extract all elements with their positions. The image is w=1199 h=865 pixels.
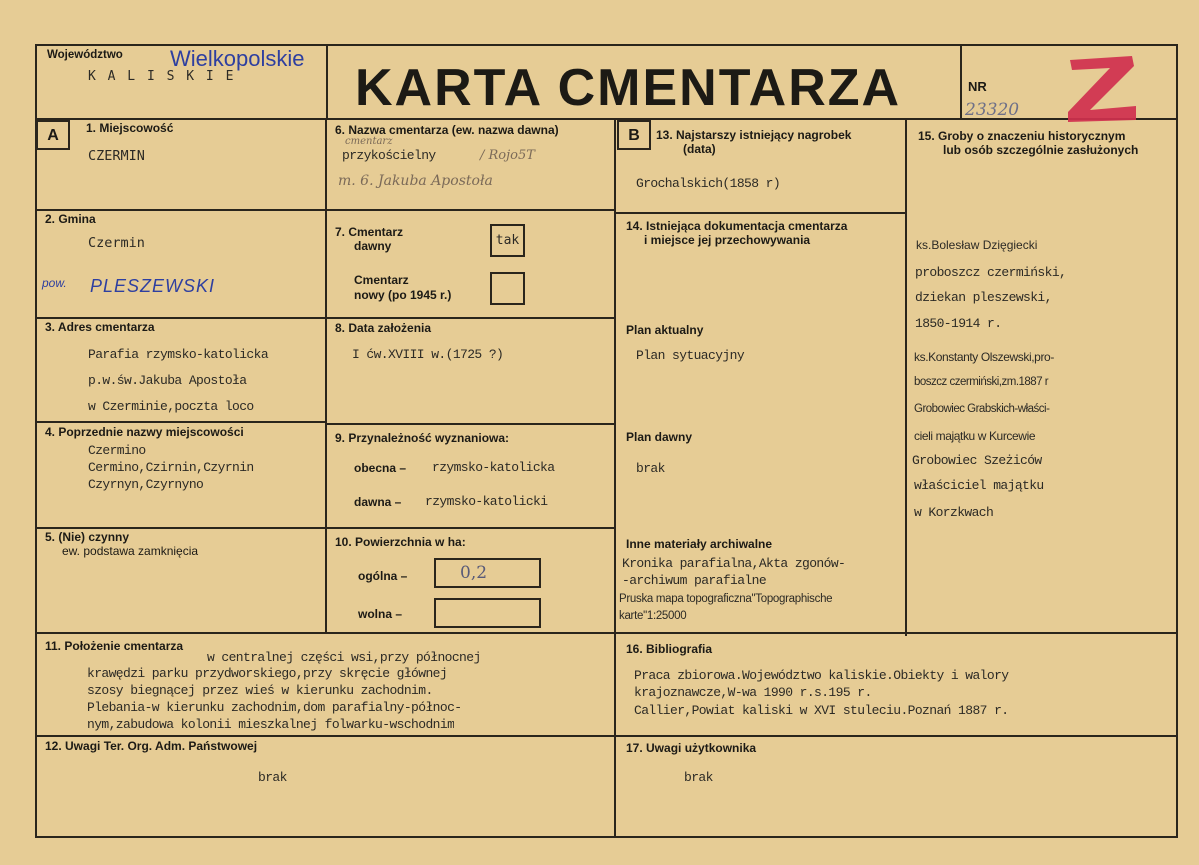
new-cemetery-checkbox [490, 272, 525, 305]
section-b-box: B [617, 120, 651, 150]
founding-date-value: I ćw.XVIII w.(1725 ?) [352, 347, 504, 362]
location-line: krawędzi parku przydworskiego,przy skręcie głównej [87, 666, 448, 681]
county-label: pow. [42, 276, 67, 290]
historic-graves-line: 1850-1914 r. [915, 316, 1002, 331]
bibliography-line: Praca zbiorowa.Województwo kaliskie.Obiekty i walory [634, 668, 1009, 683]
historic-graves-line: Grobowiec Szeżiców [912, 453, 1042, 468]
area-label: 10. Powierzchnia w ha: [335, 535, 466, 549]
denomination-label: 9. Przynależność wyznaniowa: [335, 431, 510, 445]
other-materials-line: -archiwum parafialne [622, 573, 767, 588]
commune-label: 2. Gmina [45, 212, 96, 226]
nr-value: 23320 [965, 100, 1020, 120]
nr-label: NR [968, 79, 987, 94]
address-line: p.w.św.Jakuba Apostoła [88, 373, 247, 388]
documentation-label-2: i miejsce jej przechowywania [644, 233, 811, 247]
oldest-tombstone-value: Grochalskich(1858 r) [636, 176, 781, 191]
denomination-current-value: rzymsko-katolicka [432, 460, 555, 475]
former-names-line: Czyrnyn,Czyrnyno [88, 477, 204, 492]
border-left [35, 44, 37, 838]
h-divider [36, 735, 1178, 737]
col-divider-1 [325, 118, 327, 632]
other-materials-line: Pruska mapa topograficzna"Topographische [619, 593, 833, 605]
h-divider [326, 317, 616, 319]
voivodeship-typed: K A L I S K I E [88, 69, 236, 84]
col-divider-2 [614, 118, 616, 836]
cemetery-name-note-after: / Rojo5T [480, 148, 535, 163]
old-cemetery-label-2: dawny [354, 239, 392, 253]
historic-graves-line: ks.Konstanty Olszewski,pro- [914, 350, 1054, 364]
location-line: w centralnej części wsi,przy północnej [207, 650, 481, 665]
voivodeship-label: Województwo [47, 49, 123, 61]
documentation-label: 14. Istniejąca dokumentacja cmentarza [626, 219, 848, 233]
historic-graves-line: boszcz czermiński,zm.1887 r [914, 376, 1049, 388]
h-divider [36, 527, 616, 529]
other-materials-line: karte"1:25000 [619, 610, 687, 622]
oldest-tombstone-label: 13. Najstarszy istniejący nagrobek [656, 128, 852, 142]
other-materials-label: Inne materiały archiwalne [626, 537, 773, 551]
former-names-line: Czermino [88, 443, 146, 458]
cemetery-name-value: przykościelny [342, 148, 436, 163]
locality-label: 1. Miejscowość [86, 121, 174, 135]
area-free-box [434, 598, 541, 628]
area-total-label: ogólna – [358, 569, 408, 583]
admin-notes-label: 12. Uwagi Ter. Org. Adm. Państwowej [45, 739, 258, 753]
cemetery-name-note-above: cmentarz [345, 136, 393, 147]
h-divider [36, 209, 616, 211]
commune-value: Czermin [88, 235, 145, 251]
bibliography-line: Callier,Powiat kaliski w XVI stuleciu.Poznań 1887 r. [634, 703, 1009, 718]
col-divider-3 [905, 118, 907, 636]
h-divider [36, 317, 326, 319]
historic-graves-line: Grobowiec Grabskich-właści- [914, 403, 1050, 415]
area-total-box [434, 558, 541, 588]
h-divider [36, 421, 326, 423]
historic-graves-line: proboszcz czermiński, [915, 265, 1067, 280]
cemetery-name-note-below: m. 6. Jakuba Apostoła [338, 173, 493, 189]
historic-graves-line: w Korzkwach [914, 505, 994, 520]
border-right [1176, 44, 1178, 838]
stamp-z [1060, 48, 1142, 126]
plan-old-value: brak [636, 461, 665, 476]
bibliography-line: krajoznawcze,W-wa 1990 r.s.195 r. [634, 685, 872, 700]
new-cemetery-label: Cmentarz [354, 273, 409, 287]
historic-graves-line: cieli majątku w Kurcewie [914, 429, 1036, 443]
oldest-tombstone-label-2: (data) [683, 142, 716, 156]
county-value: PLESZEWSKI [90, 276, 216, 296]
location-label: 11. Położenie cmentarza [45, 639, 184, 653]
location-line: szosy biegnącej przez wieś w kierunku zachodnim. [87, 683, 433, 698]
header-divider-left [326, 44, 328, 120]
founding-date-label: 8. Data założenia [335, 321, 432, 335]
new-cemetery-label-2: nowy (po 1945 r.) [354, 288, 452, 302]
historic-graves-label-2: lub osób szczególnie zasłużonych [943, 143, 1139, 157]
denomination-current-label: obecna – [354, 461, 407, 475]
historic-graves-line: ks.Bolesław Dzięgiecki [916, 238, 1038, 252]
plan-current-value: Plan sytuacyjny [636, 348, 745, 363]
section-a-box: A [36, 120, 70, 150]
address-line: w Czerminie,poczta loco [88, 399, 254, 414]
old-cemetery-checkbox: tak [490, 224, 525, 257]
location-line: nym,zabudowa kolonii mieszkalnej folwarku-wschodnim [87, 717, 455, 732]
address-label: 3. Adres cmentarza [45, 320, 155, 334]
former-names-line: Cermino,Czirnin,Czyrnin [88, 460, 254, 475]
user-notes-label: 17. Uwagi użytkownika [626, 741, 757, 755]
address-line: Parafia rzymsko-katolicka [88, 347, 269, 362]
user-notes-value: brak [684, 770, 713, 785]
plan-old-label: Plan dawny [626, 430, 693, 444]
area-free-label: wolna – [358, 607, 403, 621]
plan-current-label: Plan aktualny [626, 323, 704, 337]
historic-graves-line: dziekan pleszewski, [915, 290, 1052, 305]
header-divider-right [960, 44, 962, 120]
h-divider [615, 212, 907, 214]
denomination-former-label: dawna – [354, 495, 402, 509]
other-materials-line: Kronika parafialna,Akta zgonów- [622, 556, 846, 571]
historic-graves-line: właściciel majątku [914, 478, 1044, 493]
historic-graves-label: 15. Groby o znaczeniu historycznym [918, 129, 1126, 143]
admin-notes-value: brak [258, 770, 287, 785]
denomination-former-value: rzymsko-katolicki [425, 494, 548, 509]
area-total-value: 0,2 [460, 563, 488, 583]
border-bottom [36, 836, 1178, 838]
locality-value: CZERMIN [88, 148, 145, 164]
old-cemetery-label: 7. Cmentarz [335, 225, 404, 239]
location-line: Plebania-w kierunku zachodnim,dom parafialny-północ- [87, 700, 462, 715]
card-title: KARTA CMENTARZA [355, 59, 902, 117]
active-status-label: 5. (Nie) czynny [45, 530, 130, 544]
cemetery-name-label: 6. Nazwa cmentarza (ew. nazwa dawna) [335, 123, 559, 137]
bibliography-label: 16. Bibliografia [626, 642, 713, 656]
former-names-label: 4. Poprzednie nazwy miejscowości [45, 425, 244, 439]
voivodeship-handwritten: Wielkopolskie [170, 46, 305, 71]
closure-basis-label: ew. podstawa zamknięcia [62, 544, 199, 558]
h-divider [326, 423, 616, 425]
h-divider [36, 632, 1178, 634]
